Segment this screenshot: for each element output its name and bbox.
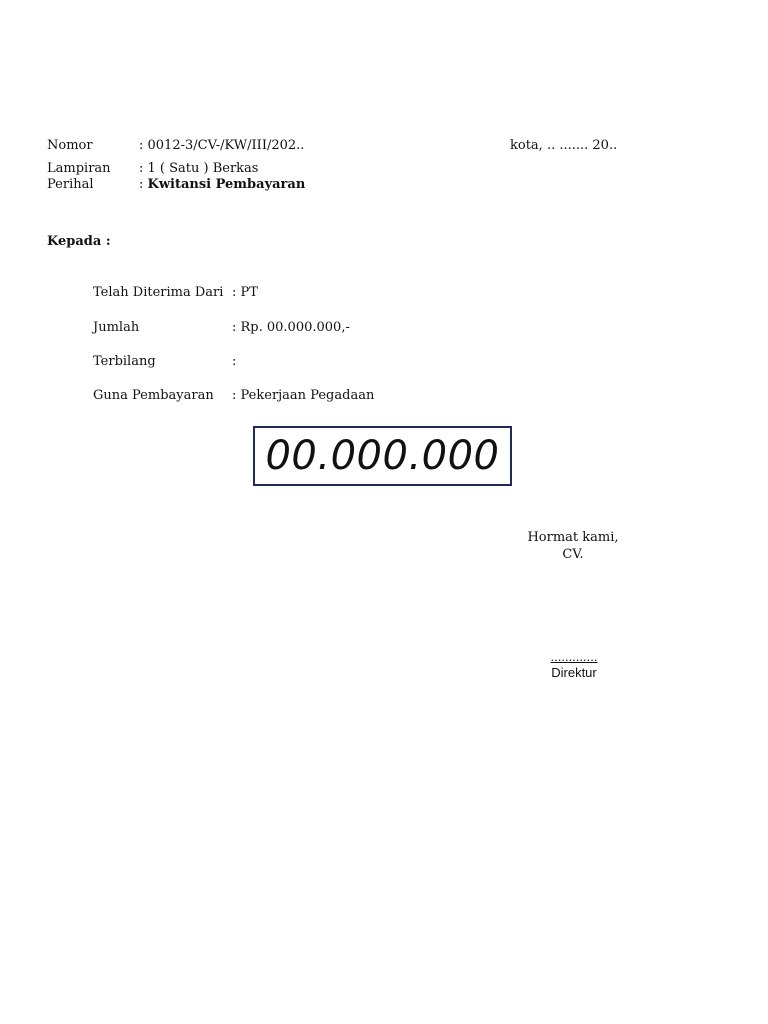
terbilang-value: : — [232, 354, 237, 369]
nomor-value: : 0012-3/CV-/KW/III/202.. — [139, 138, 305, 153]
guna-value: : Pekerjaan Pegadaan — [232, 388, 375, 403]
amount-box — [253, 426, 512, 486]
place-date: kota, .. ....... 20.. — [510, 138, 618, 153]
perihal-line — [139, 178, 305, 191]
signatory-title: Direktur — [551, 665, 597, 680]
signatory-name-placeholder: ............. — [550, 649, 598, 664]
perihal-label: Perihal — [47, 177, 94, 192]
closing-text: Hormat kami, — [527, 530, 619, 545]
kepada-label: Kepada : — [47, 234, 111, 249]
perihal-value: Kwitansi Pembayaran — [147, 177, 306, 192]
terbilang-label: Terbilang — [93, 354, 156, 369]
perihal-colon: : — [139, 177, 148, 192]
jumlah-value: : Rp. 00.000.000,- — [232, 320, 350, 335]
company-text: CV. — [562, 547, 584, 562]
diterima-value: : PT — [232, 285, 258, 300]
guna-label: Guna Pembayaran — [93, 388, 214, 403]
lampiran-label: Lampiran — [47, 161, 111, 176]
lampiran-value: : 1 ( Satu ) Berkas — [139, 161, 259, 176]
jumlah-label: Jumlah — [93, 320, 140, 335]
nomor-label: Nomor — [47, 138, 93, 153]
amount-value: 00.000.000 — [265, 433, 500, 479]
diterima-label: Telah Diterima Dari — [93, 285, 224, 300]
